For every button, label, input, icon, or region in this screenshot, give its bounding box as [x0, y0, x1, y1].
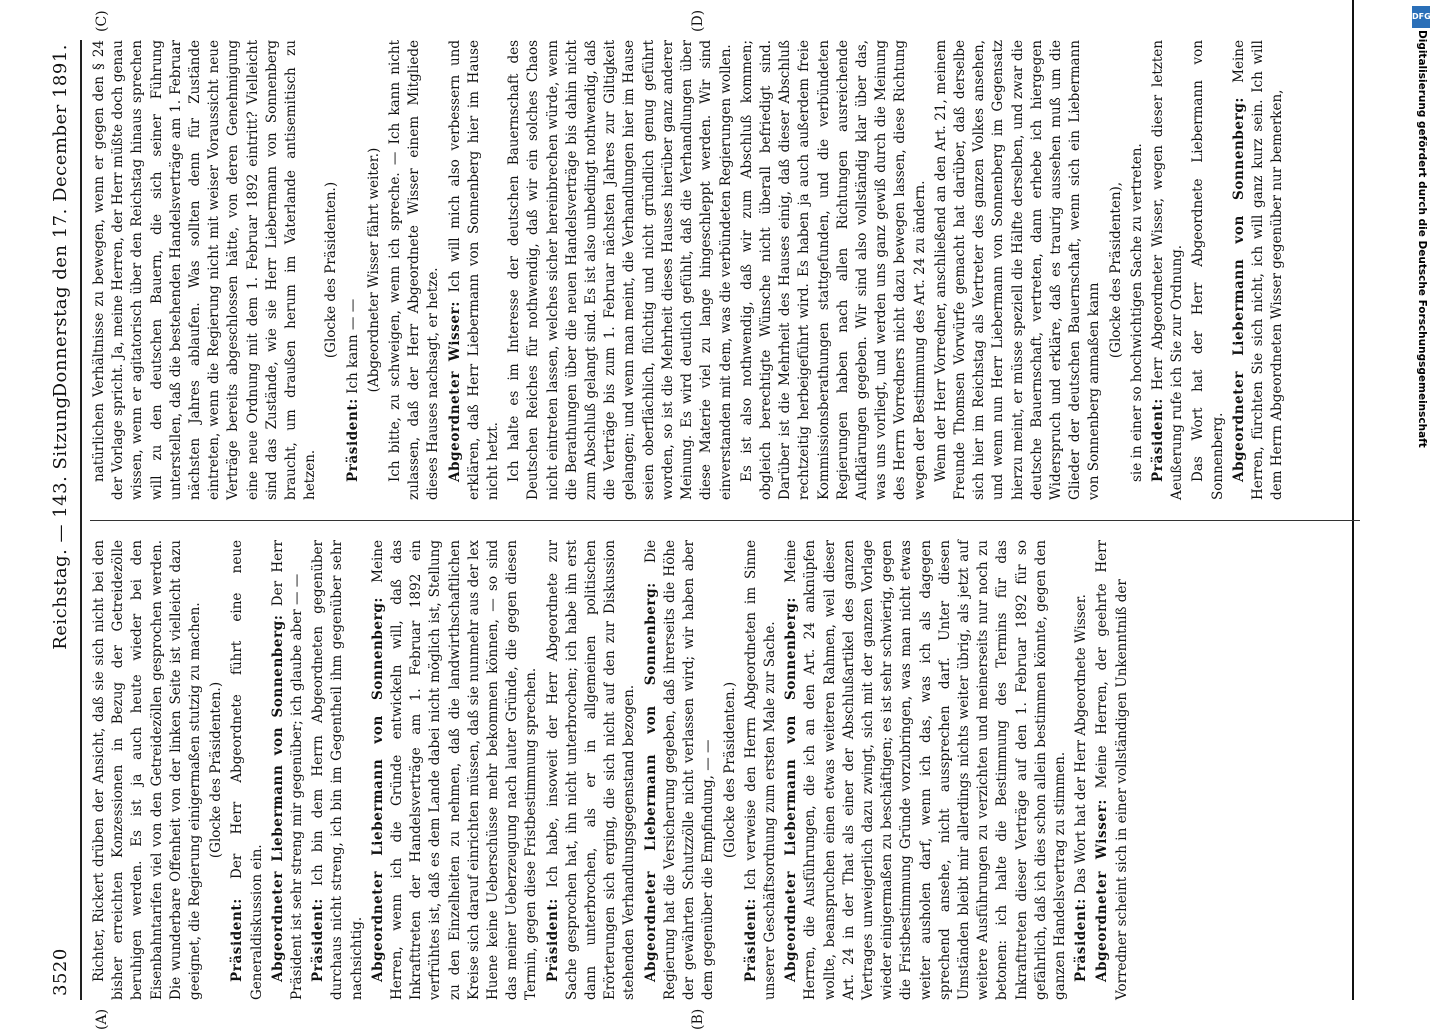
paragraph-text: Herr Abgeordneter Wisser, wegen dieser letzten Aeußerung rufe ich Sie zur Ordnung. [1149, 40, 1186, 500]
paragraph [446, 40, 504, 500]
speaker-label: Abgeordneter Liebermann von Sonnenberg: [783, 597, 800, 982]
paragraph [90, 540, 205, 1000]
paragraph [269, 540, 307, 1000]
paragraph-text: Ich will mich also verbessern und erklären, daß Herr Liebermann von Sonnenberg hier im Hause nicht hetzt. [446, 39, 502, 500]
paragraph-text: Ich kann — — [344, 298, 361, 394]
paragraph [1107, 40, 1126, 500]
paragraph [344, 40, 363, 500]
speaker-label: Abgeordneter Liebermann von Sonnenberg: [369, 597, 386, 982]
margin-mark-b: (B) [690, 1008, 706, 1030]
speaker-label: Präsident: [742, 898, 759, 982]
paragraph [369, 540, 542, 1000]
page-number: 3520 [50, 948, 71, 996]
digitization-credit [1414, 30, 1428, 970]
paragraph-text: Ich halte es im Interesse der deutschen Bauernschaft des Deutschen Reiches für nothwendig, daß wir ein solches Chaos nicht eintreten lassen, welches sicher hereinbrechen würde, wenn die Berathungen über die neuen Handelsverträge bis dahin nicht zum Abschluß gelangt sind. Es ist also unbedingt nothwendig, daß die Verträge bis zum 1. Februar nächsten Jahres zur Giltigkeit gelangen; und wenn man meint, die Verhandlungen hier im Hause seien oberflächlich, flüchtig und nicht gründlich genug geführt worden, so ist die Mehrheit dieses Hauses hierüber ganz anderer Meinung. Es wird deutlich gefühlt, daß die Verhandlungen über diese Materie viel zu lange hingeschleppt werden. Wir sind einverstanden mit dem, was die verbündeten Regierungen wollen. [506, 40, 734, 500]
header-rule [80, 40, 82, 1000]
left-text-column [90, 540, 1360, 1000]
speaker-label: Präsident: [310, 898, 327, 982]
paragraph [228, 540, 266, 1000]
paragraph [738, 40, 930, 500]
session-date: Donnerstag den 17. December 1891. [50, 44, 71, 398]
paragraph-text: (Glocke des Präsidenten.) [323, 181, 340, 359]
speaker-label: Abgeordneter Wisser: [446, 301, 463, 482]
paragraph-text: (Glocke des Präsidenten.) [721, 681, 738, 859]
paragraph [505, 40, 735, 500]
paragraph [1230, 40, 1288, 500]
paragraph [642, 540, 719, 1000]
speaker-label: Präsident: [1149, 398, 1166, 482]
paragraph-text: Die Regierung hat die Versicherung gegeben, daß ihrerseits die Höhe der gewährten Schutzzölle nicht verlassen wird; wir haben aber dem gegenüber die Empfindung, — — [642, 540, 717, 1000]
speaker-label: Abgeordneter Liebermann von Sonnenberg: [642, 582, 659, 982]
margin-mark-c: (C) [94, 10, 110, 32]
paragraph [1189, 40, 1227, 500]
paragraph-text: (Glocke des Präsidenten), [1107, 181, 1124, 359]
paragraph-text: Der Herr Präsident ist sehr streng mir gegenüber; ich glaube aber — — [269, 540, 306, 1000]
paragraph [309, 540, 367, 1000]
session-title: Reichstag. — 143. Sitzung. [50, 390, 71, 650]
paragraph-text: Ich bin dem Herrn Abgeordneten gegenüber durchaus nicht streng, ich bin im Gegentheil ihm gegenüber sehr nachsichtig. [310, 540, 365, 1000]
paragraph-text: Richter, Rickert drüben der Ansicht, daß sie sich nicht bei den bisher erreichten Konzessionen in Bezug der Getreidezölle beruhigen werden. Es ist ja auch heute wieder bei den Eisenbahntarifen viel von den Getreidezöllen gesprochen werden. Die wunderbare Offenheit von der linken Seite ist vielleicht dazu geeignet, die Regierung einigermaßen stutzig zu machen. [91, 540, 204, 1000]
paragraph-text: Das Wort hat der Herr Abgeordnete Wisser. [1073, 594, 1090, 894]
paragraph [932, 40, 1105, 500]
paragraph-text: Meine Herren, der geehrte Herr Vorredner scheint sich in einer vollständigen Unkenntniß der [1094, 540, 1130, 1000]
paragraph-text: Das Wort hat der Herr Abgeordnete Liebermann von Sonnenberg. [1190, 40, 1226, 500]
paragraph [1149, 40, 1187, 500]
paragraph [322, 40, 341, 500]
paragraph [544, 540, 640, 1000]
speaker-label: Präsident: [1073, 898, 1090, 982]
paragraph-text: Meine Herren, wenn ich die Gründe entwickeln will, daß das Inkrafttreten der Handelsverträge am 1. Februar 1892 ein verfrühtes ist, daß es dem Lande dabei nicht möglich ist, Stellung zu den Einzelheiten zu nehmen, daß die landwirthschaftlichen Kreise sich darauf einrichten müssen, daß sie nunmehr aus der lex Huene keine Ueberschüsse mehr bekommen können, — so sind das meiner Ueberzeugung nach lauter Gründe, die gegen diesen Termin, gegen diese Fristbestimmung sprechen. [369, 540, 540, 1000]
paragraph-text: Ich bitte, zu schweigen, wenn ich spreche. — Ich kann nicht zulassen, daß der Herr Abgeordnete Wisser einem Mitgliede dieses Hauses nachsagt, er hetze. [387, 40, 442, 500]
paragraph [207, 540, 226, 1000]
paragraph [721, 540, 740, 1000]
paragraph-text: natürlichen Verhältnisse zu bewegen, wenn er gegen den § 24 der Vorlage spricht. Ja, meine Herren, der Herr müßte doch genau wissen, wenn er agitatorisch über den Reichstag hinaus sprechen will zu den deutschen Bauern, die sich seiner Führung unterstellen, daß die bestehenden Handelsverträge am 1. Februar nächsten Jahres ablaufen. Was sollten denn für Zustände eintreten, wenn die Regierung nicht mit weiser Voraussicht neue Verträge bereits abgeschlossen hätte, von deren Genehmigung eine neue Ordnung mit dem 1. Februar 1892 eintritt? Vielleicht sind das Zustände, wie sie Herr Liebermann von Sonnenberg braucht, um draußen herum im Vaterlande antisemitisch zu hetzen. [91, 40, 319, 500]
paragraph [365, 40, 384, 500]
speaker-label: Abgeordneter Liebermann von Sonnenberg: [1230, 97, 1247, 482]
paragraph-text: Ich verweise den Herrn Abgeordneten im Sinne unserer Geschäftsordnung zum ersten Male zur Sache. [742, 540, 778, 1000]
speaker-label: Abgeordneter Liebermann von Sonnenberg: [269, 614, 286, 982]
dfg-logo: DFG [1412, 6, 1430, 28]
paragraph-text: Wenn der Herr Vorredner, anschließend an den Art. 21, meinem Freunde Thomsen Vorwürfe gemacht hat darüber, daß derselbe sich hier im Reichstag als Vertreter des ganzen Volkes ansehen, und wenn nun Herr Liebermann von Sonnenberg im Gegensatz hierzu meint, er müsse speziell die Hälfte derselben, und zwar die deutsche Bauernschaft, vertreten, dann erhebe ich hiergegen Widerspruch und erkläre, daß es traurig aussehen muß um die Glieder der deutschen Bauernschaft, wenn sich ein Liebermann von Sonnenberg anmaßen kann [932, 40, 1103, 500]
column-divider [90, 520, 1360, 521]
paragraph [1072, 540, 1091, 1000]
running-header [50, 40, 76, 1000]
speaker-label: Präsident: [229, 898, 246, 982]
paragraph-text: Meine Herren, fürchten Sie sich nicht, ich will ganz kurz sein. Ich will dem Herrn Abgeordneten Wisser gegenüber nur bemerken, [1230, 40, 1286, 500]
rotated-page [50, 9, 1370, 1030]
speaker-label: Präsident: [344, 398, 361, 482]
paragraph-text: Es ist also nothwendig, daß wir zum Abschluß kommen; obgleich berechtigte Wünsche nicht überall befriedigt sind. Darüber ist die Mehrheit des Hauses einig, daß dieser Abschluß rechtzeitig herbeigeführt wird. Es haben ja auch außerdem freie Kommissionsberathungen stattgefunden, und die verbündeten Regierungen haben nach allen Richtungen ausreichende Aufklärungen gegeben. Wir sind also vollständig klar über das, was uns vorliegt, und werden uns ganz gewiß durch die Meinung des Herrn Vorredners nicht dazu bewegen lassen, diese Richtung wegen der Bestimmung des Art. 24 zu ändern. [738, 40, 928, 500]
paragraph-text: (Glocke des Präsidenten.) [208, 681, 225, 859]
paragraph [386, 40, 444, 500]
paragraph [742, 540, 780, 1000]
paragraph-text: Ich habe, insoweit der Herr Abgeordnete zur Sache gesprochen hat, ihn nicht unterbrochen; ich habe ihn erst dann unterbrochen, als er in allgemeinen politischen Erörterungen sich erging, die sich nicht auf den zur Diskussion stehenden Verhandlungsgegenstand bezogen. [544, 540, 638, 1000]
paragraph-text: sie in einer so hochwichtigen Sache zu vertreten. [1128, 143, 1145, 482]
right-text-column [90, 40, 1360, 500]
paragraph [1093, 540, 1131, 1000]
credit-text: Digitalisierung gefördert durch die Deutsche Forschungsgemeinschaft [1416, 30, 1428, 448]
paragraph-text: Der Herr Abgeordnete führt eine neue Generaldiskussion ein. [229, 540, 265, 1000]
margin-mark-a: (A) [94, 1008, 110, 1030]
paragraph [90, 40, 320, 500]
margin-mark-d: (D) [690, 9, 706, 32]
paragraph-text: (Abgeordneter Wisser fährt weiter.) [365, 147, 382, 393]
paragraph [1128, 40, 1147, 500]
paragraph-text: Meine Herren, die Ausführungen, die ich an den Art. 24 anknüpfen wollte, beanspruchen einen etwas weiteren Rahmen, weil dieser Art. 24 in der That als einer der Abschlußartikel des ganzen Vertrages unweigerlich dazu zwingt, sich mit der ganzen Vorlage wieder einigermaßen zu beschäftigen; es ist sehr schwierig, gegen die Fristbestimmung Gründe vorzubringen, was man nicht etwas weiter ausholen darf, wenn ich das, was ich als dagegen sprechend ansehe, nicht aussprechen darf. Unter diesen Umständen bleibt mir allerdings nichts weiter übrig, als jetzt auf weitere Ausführungen zu verzichten und meinerseits nur noch zu betonen: ich halte die Bestimmung des Termins für das Inkrafttreten dieser Verträge auf den 1. Februar 1892 für so gefährlich, daß ich dies schon allein bestimmen könnte, gegen den ganzen Handelsvertrag zu stimmen. [783, 540, 1068, 1000]
speaker-label: Präsident: [544, 898, 561, 982]
speaker-label: Abgeordneter Wisser: [1094, 799, 1111, 982]
paragraph [782, 540, 1070, 1000]
